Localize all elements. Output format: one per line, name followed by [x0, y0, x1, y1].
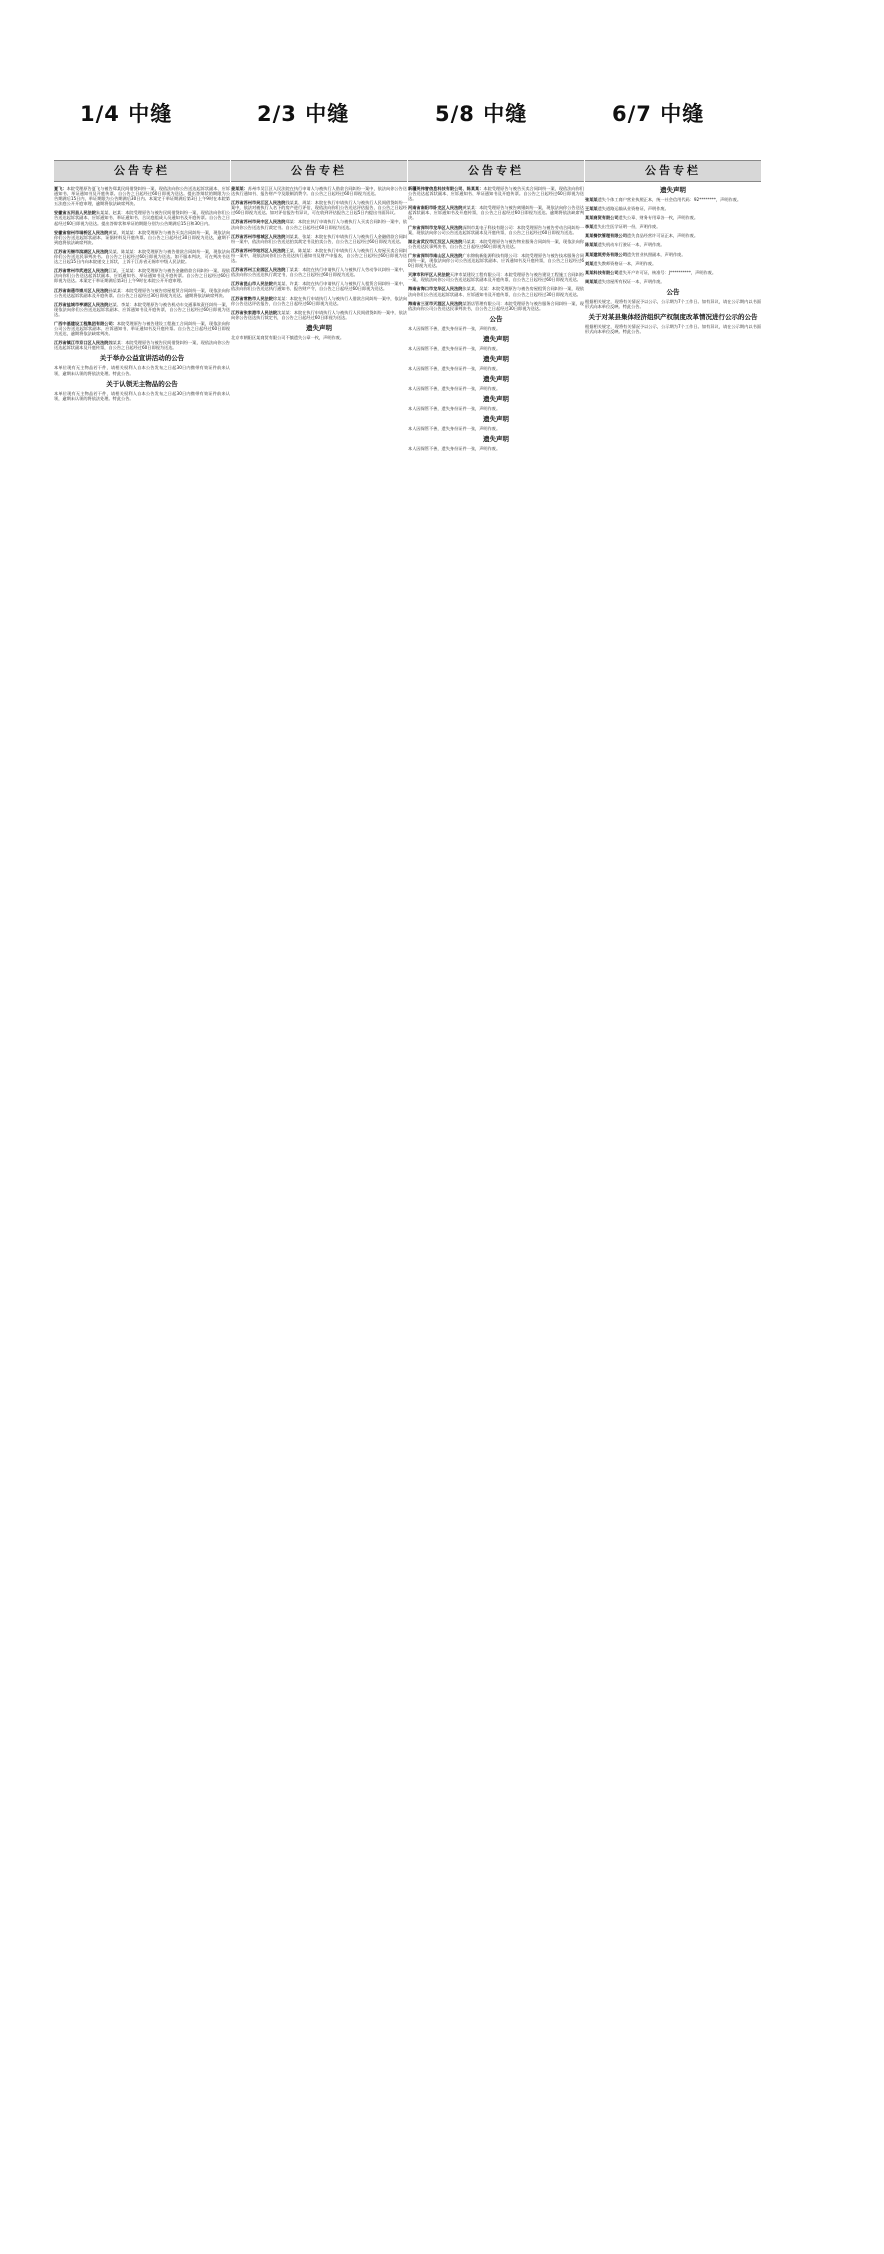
- notice-lead: 陈某某: [585, 242, 598, 248]
- notice-lead: 江苏省苏州市吴江区人民法院: [231, 200, 286, 206]
- notice-lead: 张某某: [585, 197, 598, 202]
- notice-text: 江某、王某某：本院受理原告与被告金融借款合同纠纷一案，现依法向你们公告送达起诉状副本、应诉通知书、举证通知书及开庭传票。自公告之日起经过60日即视为送达。本案定于举证期满后第3日上午9时在本院公开开庭审理。: [54, 268, 230, 284]
- notice-item: [585, 233, 761, 238]
- notice-lead: 河南省南阳市卧龙区人民法院: [408, 205, 463, 211]
- notice-item: [231, 281, 407, 291]
- notice-text: 遗失机动车行驶证一本，声明作废。: [597, 242, 665, 248]
- notice-item: [231, 296, 407, 306]
- bottom-text: 北京市朝阳区某商贸有限公司不慎遗失公章一枚，声明作废。: [231, 334, 345, 340]
- bottom-title: 遗失声明: [483, 435, 509, 444]
- notice-lead: 周某某: [585, 278, 598, 284]
- notice-lead: 海南省海口市龙华区人民法院: [408, 286, 463, 292]
- notice-item: [408, 225, 584, 235]
- notice-lead: 湖北省武汉市江汉区人民法院: [408, 238, 463, 244]
- column-3: [408, 160, 584, 455]
- notice-item: [585, 252, 761, 257]
- notice-text: 遗失教师资格证一本，声明作废。: [593, 260, 657, 266]
- column-2: [231, 160, 407, 344]
- notice-text: 丁某某：本院在执行申请执行人与被执行人劳动争议纠纷一案中，依法向你公告送达执行裁定书，自公告之日起经过60日即视为送达。: [231, 267, 407, 278]
- notice-text: 天津市某建设工程有限公司：本院受理原告与被告建设工程施工合同纠纷一案，现依法向你公司公告送达起诉状副本及开庭传票，自公告之日起经过60日即视为送达。: [408, 272, 584, 283]
- notice-lead: 姜某某：: [231, 186, 248, 191]
- column-title: 公告专栏: [585, 160, 761, 182]
- column-title: 公告专栏: [408, 160, 584, 182]
- notices-list: [408, 186, 584, 311]
- notices-list: [585, 197, 761, 284]
- notice-lead: 夏飞：: [54, 186, 67, 191]
- notice-item: [231, 219, 407, 229]
- notice-item: [54, 186, 230, 206]
- bottom-title: 遗失声明: [483, 375, 509, 384]
- notice-lead: 广东省深圳市南山区人民法院: [408, 252, 463, 258]
- bottom-text: 本人因保管不善，遗失身份证件一张，声明作废。: [408, 365, 501, 371]
- bottom-text: 本人因保管不善，遗失身份证件一张，声明作废。: [408, 386, 501, 392]
- notice-text: 徐某某：本院在执行申请执行人与被执行人借款合同纠纷一案中，依法向你公告送达评估报告，自公告之日起经过60日即视为送达。: [231, 295, 407, 306]
- bottom-title: 关于举办公益宣讲活动的公告: [99, 354, 185, 363]
- notice-lead: 江苏省苏州市姑苏区人民法院: [231, 247, 286, 253]
- notice-lead: 广东省深圳市龙华区人民法院: [408, 224, 463, 230]
- notice-lead: 某某商贸有限公司: [585, 215, 619, 221]
- notice-item: [408, 272, 584, 282]
- bottom-text: 本人因保管不善，遗失身份证件一张，声明作废。: [408, 426, 501, 432]
- notice-item: [231, 200, 407, 215]
- bottom-title: 遗失声明: [483, 395, 509, 404]
- bottom-title: 关于认领无主物品的公告: [106, 379, 178, 388]
- notice-item: [54, 321, 230, 336]
- notice-text: 遗失道路运输从业资格证，声明作废。: [597, 206, 669, 212]
- notice-lead: 广西中基建设工程集团有限公司：: [54, 320, 117, 326]
- notice-lead: 江苏省镇江市京口区人民法院: [54, 340, 109, 346]
- bottom-block: [408, 315, 584, 452]
- bottom-title: 遗失声明: [483, 334, 509, 343]
- notice-text: 深圳市某电子科技有限公司：本院受理原告与被告劳动合同纠纷一案，现依法向你公司公告送达起诉状副本及开庭传票，自公告之日起经过60日即视为送达。: [408, 224, 584, 235]
- notice-lead: 安徽省宿州市埇桥区人民法院: [54, 229, 109, 235]
- bottom-title: 公告: [489, 314, 503, 323]
- notice-item: [585, 242, 761, 247]
- notice-item: [585, 224, 761, 229]
- notice-text: 魏某某：本院受理原告与被告民间借贷纠纷一案，现依法向你公告送达起诉状副本及开庭传票，自公告之日起经过60日即视为送达。: [54, 340, 230, 351]
- notice-text: 沈某某：本院在执行申请执行人与被执行人民间借贷纠纷一案中，依法向你公告送达执行裁定书，自公告之日起经过60日即视为送达。: [231, 309, 407, 320]
- notice-lead: 江苏省常熟市人民法院: [231, 295, 273, 301]
- notice-text: 遗失公章、财务专用章各一枚，声明作废。: [618, 215, 699, 221]
- notice-text: 黄某、刘某某：本院受理原告与被告买卖合同纠纷一案，现依法向你们公告送达起诉状副本、证据材料及开庭传票。自公告之日起经过30日即视为送达，逾期不到庭将依法缺席判决。: [54, 229, 230, 245]
- bottom-text: 本单位现有无主物品若干件，请相关权利人自本公告发布之日起30日内携带有效证件前来认领，逾期未认领的将依法处理。特此公告。: [54, 390, 230, 401]
- notice-lead: 江苏省苏州工业园区人民法院: [231, 267, 286, 273]
- notice-item: [408, 186, 584, 201]
- notice-lead: 王某某: [585, 206, 598, 212]
- notice-text: 本院受理原告与被告建设工程施工合同纠纷一案，现依法向你公司公告送达起诉状副本、应诉通知书、举证通知书及开庭传票。自公告之日起经过60日即视为送达，逾期将依法缺席判决。: [54, 320, 230, 337]
- bottom-title: 遗失声明: [306, 323, 332, 332]
- notice-text: 广东锦航新能源科技有限公司：本院受理原告与被告技术服务合同纠纷一案，现依法向你公司公告送达起诉状副本、应诉通知书及开庭传票，自公告之日起经过60日即视为送达。: [408, 252, 584, 269]
- bottom-title: 遗失声明: [483, 415, 509, 424]
- notice-lead: 新疆英伟誉信息科技有限公司、陈某某：: [408, 186, 484, 191]
- notice-item: [585, 270, 761, 275]
- notice-lead: 江苏省盐城市亭湖区人民法院: [54, 301, 109, 307]
- notice-item: [231, 267, 407, 277]
- notice-item: [231, 310, 407, 320]
- column-4: [585, 160, 761, 338]
- bottom-text: 本人因保管不善，遗失身份证件一张，声明作废。: [408, 325, 501, 331]
- notice-text: 本院受理原告夏飞与被告郑某民间借贷纠纷一案，现依法向你公告送达起诉状副本、应诉通知书、举证通知书及开庭传票。自公告之日起经过60日即视为送达。提出答辩状的期限为公告期满后15日内，举证期限为公告期满后30日内。本案定于举证期满后第3日上午9时在本院第五法庭公开开庭审理，逾期将依法缺席判决。: [54, 186, 230, 207]
- notice-text: 遗失出生医学证明一份，声明作废。: [593, 224, 661, 230]
- heading-1-4: 1/4 中缝: [80, 102, 173, 126]
- notice-item: [54, 268, 230, 283]
- notice-item: [585, 215, 761, 220]
- bottom-text: 根据相关规定，现将有关情况予以公示，公示期为7个工作日。如有异议，请在公示期内以书面形式向本单位反映。特此公告。: [585, 324, 761, 335]
- notice-item: [585, 261, 761, 266]
- notice-item: [408, 286, 584, 296]
- notice-item: [408, 253, 584, 268]
- bottom-text: 本人因保管不善，遗失身份证件一张，声明作废。: [408, 446, 501, 452]
- notice-lead: 江苏省苏州市吴中区人民法院: [231, 219, 286, 225]
- notice-text: 孙某某：本院受理原告与被告房屋租赁合同纠纷一案，现依法向你公告送达起诉状副本及开庭传票。自公告之日起经过30日即视为送达。逾期将依法缺席判决。: [54, 287, 230, 298]
- notice-text: 张某某、吴某：本院受理原告与被告房屋租赁合同纠纷一案，现依法向你们公告送达起诉状副本、应诉通知书及开庭传票，自公告之日起经过30日即视为送达。: [408, 286, 584, 297]
- notice-text: 本院受理原告与被告买卖合同纠纷一案，现依法向你们公告送达起诉状副本、应诉通知书、举证通知书及开庭传票。自公告之日起经过60日即视为送达。: [408, 186, 584, 202]
- notice-lead: 江苏省南通市崇川区人民法院: [54, 287, 109, 293]
- notice-lead: 安徽省五河县人民法院: [54, 210, 96, 216]
- notice-item: [54, 302, 230, 317]
- notice-lead: 某某建筑劳务有限公司: [585, 251, 627, 257]
- notice-text: 遗失个体工商户营业执照正本，统一社会信用代码：92********，声明作废。: [597, 197, 742, 202]
- notice-lead: 江苏省无锡市滨湖区人民法院: [54, 248, 109, 254]
- col4-title: 遗失声明: [660, 186, 686, 194]
- notice-item: [231, 234, 407, 244]
- notice-item: [585, 197, 761, 202]
- notice-text: 刘某某、张某：本院在执行申请执行人与被执行人金融借款合同纠纷一案中，依法向你们公告送达拍卖裁定书及拍卖公告，自公告之日起经过60日即视为送达。: [231, 233, 407, 244]
- notice-item: [408, 239, 584, 249]
- notice-lead: 李某: [585, 224, 594, 230]
- bottom-title: 关于对某县集体经济组织产权制度改革情况进行公示的公告: [588, 313, 758, 322]
- notice-item: [54, 249, 230, 264]
- notice-item: [54, 230, 230, 245]
- notice-lead: 某某科技有限公司: [585, 269, 619, 275]
- notice-lead: 江苏省张家港市人民法院: [231, 309, 278, 315]
- notice-text: 黄某某：本院受理原告与被告离婚纠纷一案，现依法向你公告送达起诉状副本、应诉通知书及开庭传票，自公告之日起经过60日即视为送达。逾期将依法缺席判决。: [408, 205, 584, 221]
- notice-text: 钱某某、周某：本院在执行申请执行人与被执行人民间借贷纠纷一案中，依法对被执行人名下的房产进行评估，现依法向你们公告送达评估报告，自公告之日起经过60日即视为送达。如对评估报告有异议，可在收到评估报告之日起5日内提出书面异议。: [231, 200, 407, 216]
- notice-item: [408, 301, 584, 311]
- notice-text: 吴某、陈某某：本院受理原告与被告借款合同纠纷一案，现依法向你们公告送达民事判决书。自公告之日起经过60日即视为送达。如不服本判决，可在判决书送达之日起15日内向本院递交上诉状，上诉于江苏省无锡市中级人民法院。: [54, 248, 230, 265]
- notice-text: 赵某、李某：本院受理原告与被告机动车交通事故责任纠纷一案，现依法向你们公告送达起诉状副本、应诉通知书及开庭传票，自公告之日起经过60日即视为送达。: [54, 301, 230, 317]
- notice-text: 遗失开户许可证，核准号：J**********，声明作废。: [618, 269, 717, 275]
- notice-text: 马某某：本院受理原告与被告物业服务合同纠纷一案，现依法向你公告送达民事判决书，自公告之日起经过60日即视为送达。: [408, 238, 584, 249]
- notice-item: [231, 248, 407, 263]
- notices-list: [231, 186, 407, 320]
- notice-item: [54, 288, 230, 298]
- column-title: 公告专栏: [54, 160, 230, 182]
- notice-item: [231, 186, 407, 196]
- notice-text: 王某、陈某某：本院在执行申请执行人与被执行人房屋买卖合同纠纷一案中，现依法向你们公告送达执行通知书及财产申报表，自公告之日起经过60日即视为送达。: [231, 247, 407, 264]
- bottom-text: 本人因保管不善，遗失身份证件一张，声明作废。: [408, 345, 501, 351]
- column-title: 公告专栏: [231, 160, 407, 182]
- notice-item: [585, 279, 761, 284]
- notice-lead: 天津市和平区人民法院: [408, 272, 450, 278]
- notice-text: 苏州市吴江区人民法院在执行申请人与被执行人借款合同纠纷一案中，依法向你公告送达执行通知书、报告财产令及限制消费令。自公告之日起经过60日即视为送达。: [231, 186, 407, 197]
- bottom-text: 根据相关规定，现将有关情况予以公示，公示期为7个工作日。如有异议，请在公示期内以书面形式向本单位反映。特此公告。: [585, 298, 761, 310]
- notice-item: [54, 210, 230, 225]
- column-1: [54, 160, 230, 405]
- notice-lead: 江苏省昆山市人民法院: [231, 281, 273, 287]
- heading-2-3: 2/3 中缝: [257, 102, 350, 126]
- notice-lead: 江苏省苏州市相城区人民法院: [231, 233, 286, 239]
- notice-lead: 海南省三亚市天涯区人民法院: [408, 300, 463, 306]
- notice-lead: 刘某: [585, 260, 594, 266]
- bottom-title: 遗失声明: [483, 354, 509, 363]
- notice-text: 郑某：本院在执行申请执行人与被执行人买卖合同纠纷一案中，依法向你公告送达执行裁定书。自公告之日起经过60日即视为送达。: [231, 219, 407, 230]
- notice-text: 某酒店管理有限公司：本院受理原告与被告服务合同纠纷一案，现依法向你公司公告送达民事判决书，自公告之日起经过30日即视为送达。: [408, 300, 584, 311]
- notice-text: 遗失食品经营许可证正本，声明作废。: [626, 233, 699, 239]
- notice-lead: 江苏省常州市武进区人民法院: [54, 268, 109, 274]
- notice-text: 遗失房屋所有权证一本，声明作废。: [597, 278, 665, 284]
- heading-5-8: 5/8 中缝: [435, 102, 528, 126]
- notice-lead: 某某餐饮管理有限公司: [585, 233, 627, 239]
- notice-text: 遗失营业执照副本，声明作废。: [626, 251, 686, 257]
- notices-list: [54, 186, 230, 350]
- notice-item: [585, 206, 761, 211]
- heading-6-7: 6/7 中缝: [612, 102, 705, 126]
- notice-text: 朱某某、赵某：本院受理原告与被告民间借贷纠纷一案，现依法向你们公告送达起诉状副本、应诉通知书、举证通知书、合议庭组成人员通知书及开庭传票。自公告之日起经过60日即视为送达。提出答辩状和举证的期限分别为公告期满后15日和30日内。: [54, 210, 230, 226]
- bottom-text: 本人因保管不善，遗失身份证件一张，声明作废。: [408, 406, 501, 412]
- notice-text: 黄某某、许某：本院在执行申请执行人与被执行人租赁合同纠纷一案中，依法向你们公告送达执行通知书、报告财产令，自公告之日起经过60日即视为送达。: [231, 281, 407, 292]
- notice-item: [54, 340, 230, 350]
- notice-item: [408, 205, 584, 220]
- bottom-title: 公告: [666, 287, 680, 296]
- bottom-text: 本单位现有无主物品若干件，请相关权利人自本公告发布之日起30日内携带有效证件前来认领，逾期未认领的将依法处理。特此公告。: [54, 365, 230, 376]
